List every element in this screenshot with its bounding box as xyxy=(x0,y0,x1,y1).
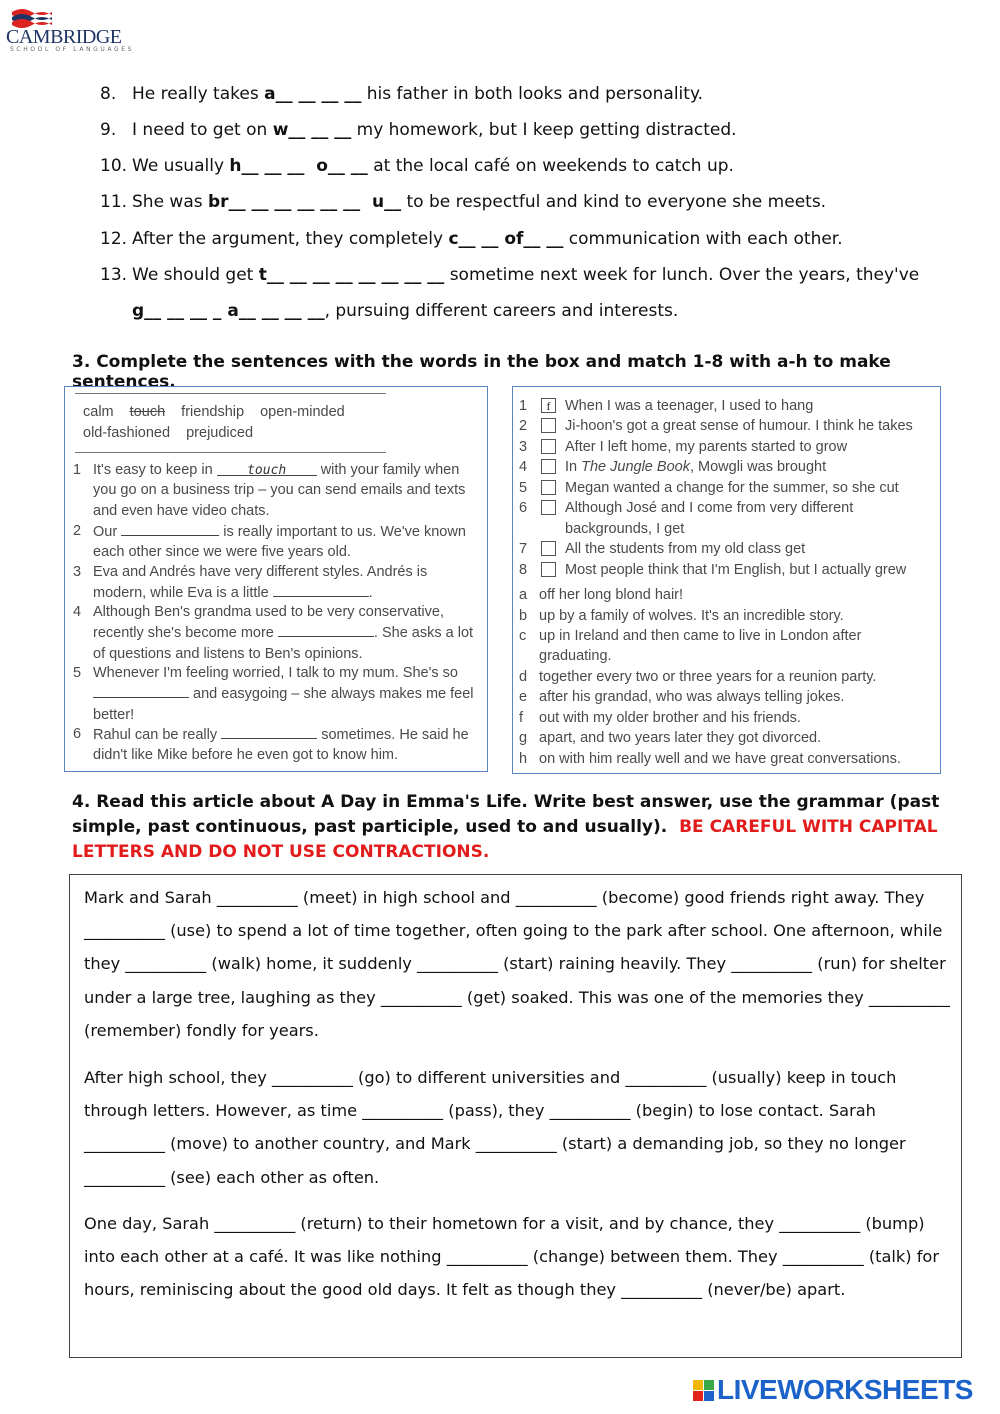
answer-blank[interactable]: a__ __ __ __ xyxy=(264,84,362,104)
match-answer-box[interactable] xyxy=(541,562,556,577)
article-paragraph: Mark and Sarah __________ (meet) in high school and __________ (become) good friends right away. They __________ (use) to spend a lot of time together, often going to the park after school. One afternoon, while they __________ (walk) home, it suddenly __________ (start) raining heavily. They __________ (run) for shelter under a large tree, laughing as they __________ (get) soaked. This was one of the memories they __________ (remember) fondly for years. xyxy=(84,888,950,1040)
exercise-item: 9. I need to get on w__ __ __ my homework, but I keep getting distracted. xyxy=(100,120,737,140)
match-item: 8 Most people think that I'm English, but I actually grew xyxy=(519,562,907,578)
word-chip: old-fashioned xyxy=(83,425,171,441)
match-item: 7 All the students from my old class get xyxy=(519,541,806,557)
match-answer-box[interactable]: f xyxy=(541,398,556,413)
exercise-item: 11. She was br__ __ __ __ __ __ u__ to be respectful and kind to everyone she meets. xyxy=(100,192,827,212)
match-ending: f out with my older brother and his friends. xyxy=(519,710,801,726)
article-paragraph: After high school, they __________ (go) to different universities and __________ (usually) keep in touch through letters. However, as time __________ (pass), they __________ (begin) to lose contact. Sarah __________ (move) to another country, and Mark __________ (start) a demanding job, so they no longer __________ (see) each other as often. xyxy=(84,1068,906,1187)
answer-blank[interactable]: g__ __ __ _ a__ __ __ __ xyxy=(132,301,325,321)
liveworksheets-brand: LIVEWORKSHEETS xyxy=(717,1374,973,1405)
answer-blank[interactable]: br__ __ __ __ __ __ u__ xyxy=(208,192,402,212)
word-box-exercise xyxy=(64,386,488,772)
word-chip: calm xyxy=(83,404,114,420)
answer-blank[interactable] xyxy=(278,622,374,637)
word-chip: friendship xyxy=(181,404,245,420)
exercise-item: 10. We usually h__ __ __ o__ __ at the local café on weekends to catch up. xyxy=(100,156,734,176)
match-answer-box[interactable] xyxy=(541,439,556,454)
match-answer-box[interactable] xyxy=(541,500,556,515)
exercise-item-continuation: g__ __ __ _ a__ __ __ __, pursuing different careers and interests. xyxy=(132,301,679,321)
match-answer-box[interactable] xyxy=(541,459,556,474)
fill-sentence: 2 Our is really important to us. We've known each other since we were five years old. xyxy=(73,523,466,561)
word-box xyxy=(75,393,386,453)
answer-blank[interactable]: c__ __ of__ __ xyxy=(448,229,564,249)
matching-exercise xyxy=(512,386,941,774)
answer-blank[interactable] xyxy=(221,724,317,739)
fill-sentence: 1 It's easy to keep in touch with your family when you go on a business trip – you can send emails and texts and even have video chats. xyxy=(73,462,466,519)
match-ending: a off her long blond hair! xyxy=(519,587,684,603)
liveworksheets-logo xyxy=(693,1374,993,1406)
answer-blank[interactable] xyxy=(93,683,189,698)
exercise-item: 8. He really takes a__ __ __ __ his father in both looks and personality. xyxy=(100,84,703,104)
cambridge-logo xyxy=(4,4,144,52)
answer-blank-filled[interactable]: touch xyxy=(217,461,317,476)
match-answer-box[interactable] xyxy=(541,541,556,556)
match-answer-box[interactable] xyxy=(541,418,556,433)
answer-blank[interactable]: w__ __ __ xyxy=(272,120,352,140)
word-chip: prejudiced xyxy=(186,425,254,441)
match-ending: e after his grandad, who was always telling jokes. xyxy=(519,689,845,705)
flag-icon xyxy=(10,6,54,28)
match-item: 6 Although José and I come from very different backgrounds, I get xyxy=(519,500,854,537)
answer-blank[interactable] xyxy=(273,582,369,597)
logo-subtitle: SCHOOL OF LANGUAGES xyxy=(10,46,135,53)
exercise-3-heading: 3. Complete the sentences with the words in the box and match 1-8 with a-h to make sentences. xyxy=(72,352,891,392)
match-answer-box[interactable] xyxy=(541,480,556,495)
fill-sentence: 5 Whenever I'm feeling worried, I talk to my mum. She's so and easygoing – she always makes me feel better! xyxy=(73,665,474,723)
answer-blank[interactable]: h__ __ __ o__ __ xyxy=(229,156,368,176)
fill-sentence: 3 Eva and Andrés have very different styles. Andrés is modern, while Eva is a little . xyxy=(73,564,428,602)
match-item: 1 f When I was a teenager, I used to hang xyxy=(519,398,814,414)
article-box xyxy=(69,874,962,1358)
match-ending: c up in Ireland and then came to live in London after graduating. xyxy=(519,628,862,665)
word-chip-used: touch xyxy=(129,404,166,420)
match-item: 4 In The Jungle Book, Mowgli was brought xyxy=(519,459,827,475)
logo-brand: CAMBRIDGE xyxy=(6,26,122,48)
liveworksheets-icon xyxy=(693,1380,715,1404)
exercise-4-heading: 4. Read this article about A Day in Emma's Life. Write best answer, use the grammar (past simple, past continuous, past participle, used to and usually). BE CAREFUL WITH CAPITAL LETTERS AND DO NOT USE CONTRACTIONS. xyxy=(72,792,940,862)
match-ending: b up by a family of wolves. It's an incredible story. xyxy=(519,608,844,624)
warning-text: BE CAREFUL WITH CAPITAL LETTERS AND DO NOT USE CONTRACTIONS. xyxy=(72,817,938,862)
word-chip: open-minded xyxy=(260,404,345,420)
match-ending: h on with him really well and we have great conversations. xyxy=(519,751,901,767)
fill-sentence: 6 Rahul can be really sometimes. He said he didn't like Mike before he even got to know him. xyxy=(73,726,469,764)
answer-blank[interactable] xyxy=(121,521,219,536)
match-ending: g apart, and two years later they got divorced. xyxy=(519,730,822,746)
article-paragraph: One day, Sarah __________ (return) to their hometown for a visit, and by chance, they __________ (bump) into each other at a café. It was like nothing __________ (change) between them. They __________ (talk) for hours, reminiscing about the good old days. It felt as though they __________ (never/be) apart. xyxy=(84,1214,939,1300)
match-item: 3 After I left home, my parents started to grow xyxy=(519,439,848,455)
match-ending: d together every two or three years for a reunion party. xyxy=(519,669,877,685)
exercise-item: 12. After the argument, they completely c__ __ of__ __ communication with each other. xyxy=(100,229,843,249)
fill-sentence: 4 Although Ben's grandma used to be very conservative, recently she's become more . She asks a lot of questions and listens to Ben's opinions. xyxy=(73,604,474,662)
match-item: 2 Ji-hoon's got a great sense of humour. I think he takes xyxy=(519,418,913,434)
match-item: 5 Megan wanted a change for the summer, so she cut xyxy=(519,480,899,496)
answer-blank[interactable]: t__ __ __ __ __ __ __ __ xyxy=(258,265,445,285)
exercise-item: 13. We should get t__ __ __ __ __ __ __ __ sometime next week for lunch. Over the years, they've xyxy=(100,265,920,285)
